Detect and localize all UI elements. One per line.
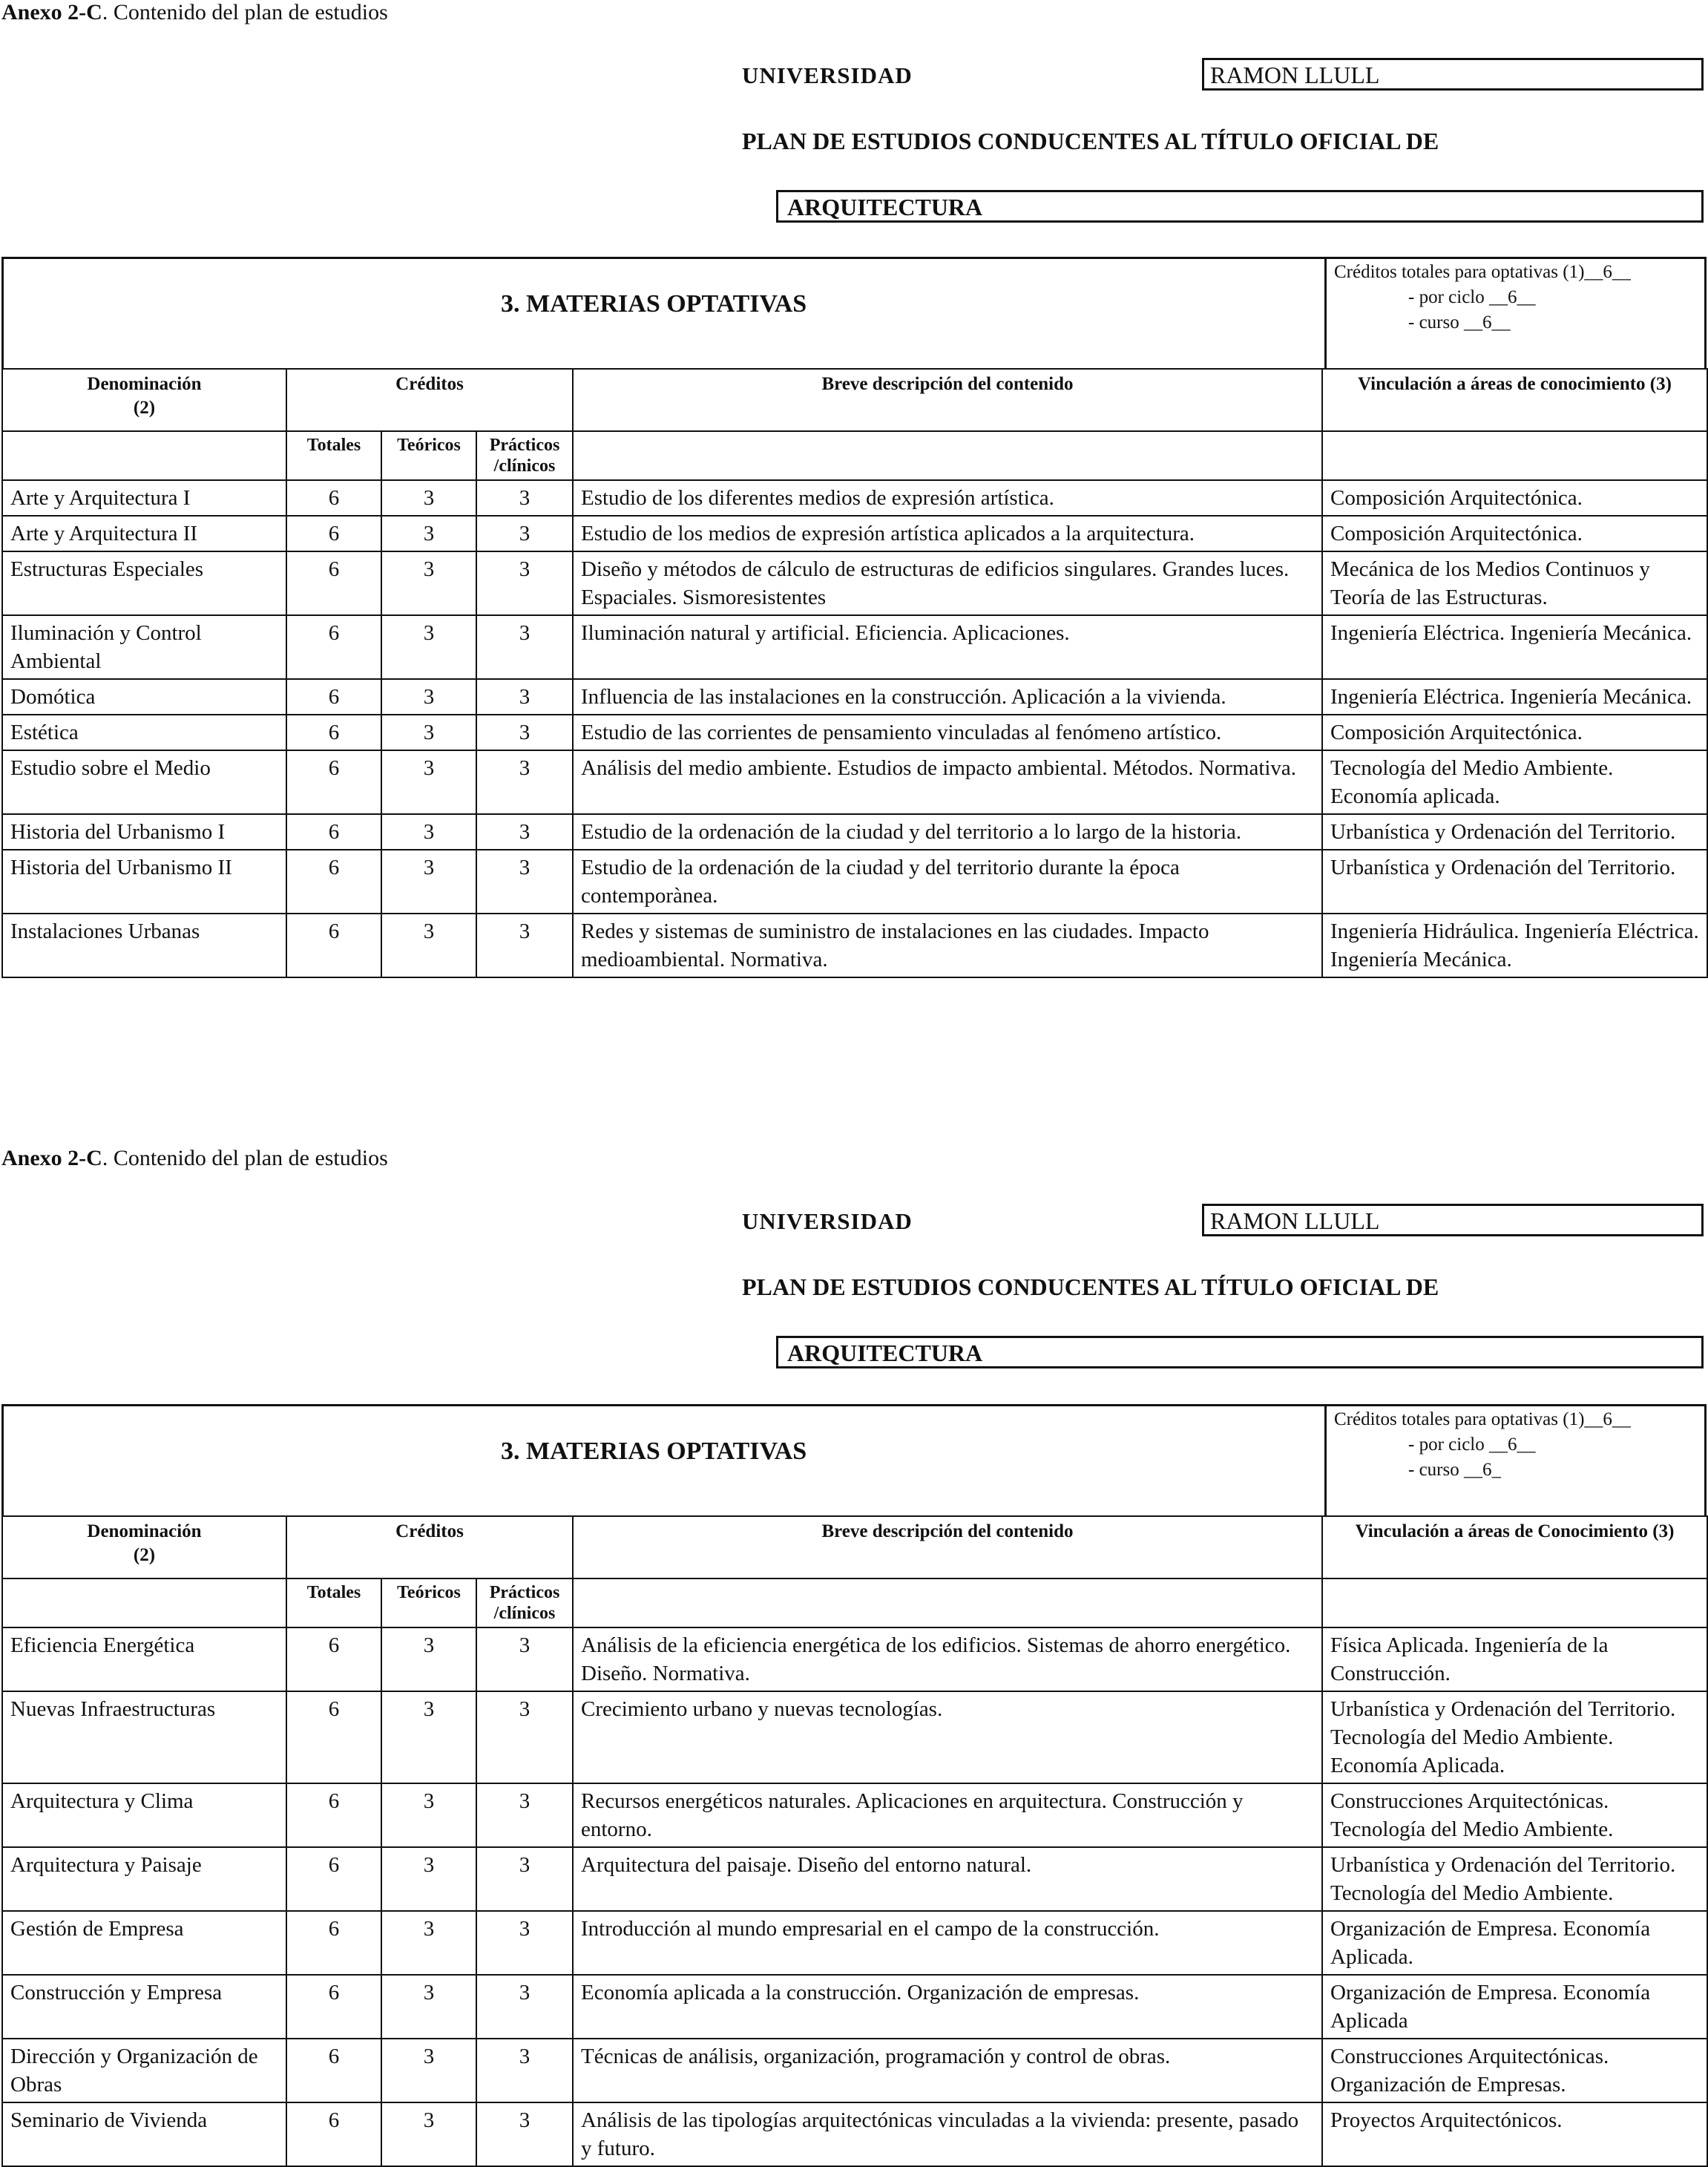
credits-total-cell: 6 <box>286 1847 381 1911</box>
table-row <box>2 850 1707 914</box>
table-row <box>2 1691 1707 1783</box>
credits-theory-cell: 3 <box>381 715 476 750</box>
subject-name-cell: Seminario de Vivienda <box>2 2102 286 2166</box>
subject-name-cell: Arte y Arquitectura I <box>2 480 286 516</box>
knowledge-area-cell: Urbanística y Ordenación del Territorio. <box>1322 850 1707 914</box>
credits-practice-cell: 3 <box>476 1691 573 1783</box>
credits-per-cycle: - por ciclo __6__ <box>1408 287 1536 307</box>
credits-theory-cell: 3 <box>381 1975 476 2039</box>
credits-theory-cell: 3 <box>381 551 476 615</box>
credits-practice-cell: 3 <box>476 1911 573 1975</box>
table-row <box>2 2039 1707 2102</box>
knowledge-area-cell: Organización de Empresa. Economía Aplicada. <box>1322 1911 1707 1975</box>
credits-total-cell: 6 <box>286 2039 381 2102</box>
credits-practice-cell: 3 <box>476 615 573 679</box>
credits-practice-cell: 3 <box>476 480 573 516</box>
table-row <box>2 1783 1707 1847</box>
col-creditos: Créditos <box>286 369 573 431</box>
credits-practice-cell: 3 <box>476 516 573 551</box>
credits-theory-cell: 3 <box>381 516 476 551</box>
subject-name-cell: Eficiencia Energética <box>2 1627 286 1691</box>
credits-total-cell: 6 <box>286 715 381 750</box>
description-cell: Introducción al mundo empresarial en el campo de la construcción. <box>573 1911 1322 1975</box>
description-cell: Estudio de la ordenación de la ciudad y del territorio durante la época contemporànea. <box>573 850 1322 914</box>
credits-total-cell: 6 <box>286 2102 381 2166</box>
university-label: UNIVERSIDAD <box>742 1208 913 1234</box>
description-cell: Estudio de la ordenación de la ciudad y del territorio a lo largo de la historia. <box>573 814 1322 850</box>
annex-label: Anexo 2-C <box>1 1146 102 1170</box>
col-blank <box>573 431 1322 480</box>
description-cell: Diseño y métodos de cálculo de estructuras de edificios singulares. Grandes luces. Espaciales. Sismoresistentes <box>573 551 1322 615</box>
table-body-2 <box>2 1627 1707 2166</box>
table-row <box>2 715 1707 750</box>
table-row <box>2 2102 1707 2166</box>
credits-total-cell: 6 <box>286 1691 381 1783</box>
table-row <box>2 750 1707 814</box>
knowledge-area-cell: Construcciones Arquitectónicas. Tecnología del Medio Ambiente. <box>1322 1783 1707 1847</box>
knowledge-area-cell: Física Aplicada. Ingeniería de la Construcción. <box>1322 1627 1707 1691</box>
col-denominacion: Denominación (2) <box>2 369 286 431</box>
col-vinculacion: Vinculación a áreas de conocimiento (3) <box>1322 369 1707 431</box>
subject-name-cell: Nuevas Infraestructuras <box>2 1691 286 1783</box>
university-label: UNIVERSIDAD <box>742 62 913 88</box>
credits-theory-cell: 3 <box>381 2039 476 2102</box>
credits-total: Créditos totales para optativas (1)__6__ <box>1334 1409 1631 1429</box>
credits-theory-cell: 3 <box>381 1911 476 1975</box>
credits-summary <box>1324 257 1708 368</box>
col-practicos: Prácticos /clínicos <box>476 1578 573 1627</box>
credits-theory-cell: 3 <box>381 480 476 516</box>
description-cell: Influencia de las instalaciones en la construcción. Aplicación a la vivienda. <box>573 679 1322 715</box>
credits-practice-cell: 3 <box>476 750 573 814</box>
credits-total-cell: 6 <box>286 615 381 679</box>
credits-total-cell: 6 <box>286 914 381 977</box>
subject-name-cell: Gestión de Empresa <box>2 1911 286 1975</box>
plan-title: PLAN DE ESTUDIOS CONDUCENTES AL TÍTULO OFICIAL DE <box>742 1273 1439 1300</box>
optativas-table-block-1 <box>1 257 1707 978</box>
col-teoricos: Teóricos <box>381 1578 476 1627</box>
description-cell: Redes y sistemas de suministro de instalaciones en las ciudades. Impacto medioambiental. Normativa. <box>573 914 1322 977</box>
knowledge-area-cell: Composición Arquitectónica. <box>1322 480 1707 516</box>
annex-text: . Contenido del plan de estudios <box>102 1146 388 1170</box>
knowledge-area-cell: Ingeniería Eléctrica. Ingeniería Mecánica. <box>1322 615 1707 679</box>
subject-name-cell: Historia del Urbanismo II <box>2 850 286 914</box>
table-title-area <box>1 1404 1707 1515</box>
subject-name-cell: Domótica <box>2 679 286 715</box>
optativas-table <box>1 368 1708 978</box>
credits-per-cycle: - por ciclo __6__ <box>1408 1435 1536 1455</box>
credits-per-course: - curso __6__ <box>1408 312 1511 332</box>
credits-practice-cell: 3 <box>476 679 573 715</box>
optativas-table-block-2 <box>1 1404 1707 2167</box>
credits-theory-cell: 3 <box>381 1783 476 1847</box>
knowledge-area-cell: Ingeniería Eléctrica. Ingeniería Mecánica. <box>1322 679 1707 715</box>
credits-practice-cell: 3 <box>476 850 573 914</box>
credits-practice-cell: 3 <box>476 1847 573 1911</box>
credits-total-cell: 6 <box>286 1975 381 2039</box>
credits-theory-cell: 3 <box>381 750 476 814</box>
description-cell: Técnicas de análisis, organización, programación y control de obras. <box>573 2039 1322 2102</box>
col-denominacion: Denominación (2) <box>2 1516 286 1578</box>
annex-heading <box>1 1146 388 1171</box>
subject-name-cell: Historia del Urbanismo I <box>2 814 286 850</box>
description-cell: Análisis de las tipologías arquitectónicas vinculadas a la vivienda: presente, pasado y futuro. <box>573 2102 1322 2166</box>
knowledge-area-cell: Urbanística y Ordenación del Territorio. Tecnología del Medio Ambiente. <box>1322 1847 1707 1911</box>
credits-theory-cell: 3 <box>381 814 476 850</box>
subject-name-cell: Arte y Arquitectura II <box>2 516 286 551</box>
credits-total-cell: 6 <box>286 1783 381 1847</box>
credits-total-cell: 6 <box>286 1911 381 1975</box>
credits-practice-cell: 3 <box>476 1783 573 1847</box>
col-vinculacion: Vinculación a áreas de Conocimiento (3) <box>1322 1516 1707 1578</box>
table-row <box>2 679 1707 715</box>
credits-total: Créditos totales para optativas (1)__6__ <box>1334 262 1631 282</box>
table-row <box>2 1627 1707 1691</box>
credits-theory-cell: 3 <box>381 850 476 914</box>
col-practicos: Prácticos /clínicos <box>476 431 573 480</box>
section-title: 3. MATERIAS OPTATIVAS <box>501 1437 807 1465</box>
annex-label: Anexo 2-C <box>1 0 102 24</box>
university-name-box: RAMON LLULL <box>1202 1204 1704 1236</box>
description-cell: Estudio de los medios de expresión artística aplicados a la arquitectura. <box>573 516 1322 551</box>
credits-summary <box>1324 1404 1708 1515</box>
annex-heading <box>1 0 388 25</box>
credits-practice-cell: 3 <box>476 2102 573 2166</box>
description-cell: Análisis de la eficiencia energética de los edificios. Sistemas de ahorro energético. Diseño. Normativa. <box>573 1627 1322 1691</box>
description-cell: Economía aplicada a la construcción. Organización de empresas. <box>573 1975 1322 2039</box>
subject-name-cell: Arquitectura y Paisaje <box>2 1847 286 1911</box>
col-descripcion: Breve descripción del contenido <box>573 369 1322 431</box>
knowledge-area-cell: Construcciones Arquitectónicas. Organización de Empresas. <box>1322 2039 1707 2102</box>
credits-total-cell: 6 <box>286 551 381 615</box>
credits-theory-cell: 3 <box>381 615 476 679</box>
knowledge-area-cell: Proyectos Arquitectónicos. <box>1322 2102 1707 2166</box>
credits-practice-cell: 3 <box>476 2039 573 2102</box>
table-row <box>2 480 1707 516</box>
description-cell: Recursos energéticos naturales. Aplicaciones en arquitectura. Construcción y entorno. <box>573 1783 1322 1847</box>
credits-total-cell: 6 <box>286 480 381 516</box>
knowledge-area-cell: Organización de Empresa. Economía Aplicada <box>1322 1975 1707 2039</box>
table-row <box>2 615 1707 679</box>
credits-total-cell: 6 <box>286 750 381 814</box>
credits-practice-cell: 3 <box>476 715 573 750</box>
col-blank <box>1322 1578 1707 1627</box>
credits-theory-cell: 3 <box>381 2102 476 2166</box>
credits-practice-cell: 3 <box>476 814 573 850</box>
table-row <box>2 914 1707 977</box>
description-cell: Estudio de los diferentes medios de expresión artística. <box>573 480 1322 516</box>
description-cell: Estudio de las corrientes de pensamiento vinculadas al fenómeno artístico. <box>573 715 1322 750</box>
subject-name-cell: Estética <box>2 715 286 750</box>
col-blank <box>573 1578 1322 1627</box>
col-descripcion: Breve descripción del contenido <box>573 1516 1322 1578</box>
subject-name-cell: Instalaciones Urbanas <box>2 914 286 977</box>
col-blank <box>2 431 286 480</box>
subject-name-cell: Iluminación y Control Ambiental <box>2 615 286 679</box>
knowledge-area-cell: Composición Arquitectónica. <box>1322 516 1707 551</box>
optativas-table <box>1 1515 1708 2167</box>
section-title: 3. MATERIAS OPTATIVAS <box>501 290 807 318</box>
credits-total-cell: 6 <box>286 850 381 914</box>
table-body-1 <box>2 480 1707 977</box>
subject-name-cell: Arquitectura y Clima <box>2 1783 286 1847</box>
credits-practice-cell: 3 <box>476 914 573 977</box>
knowledge-area-cell: Urbanística y Ordenación del Territorio. <box>1322 814 1707 850</box>
description-cell: Iluminación natural y artificial. Eficiencia. Aplicaciones. <box>573 615 1322 679</box>
credits-total-cell: 6 <box>286 516 381 551</box>
table-title-area <box>1 257 1707 368</box>
knowledge-area-cell: Composición Arquitectónica. <box>1322 715 1707 750</box>
col-blank <box>1322 431 1707 480</box>
credits-practice-cell: 3 <box>476 551 573 615</box>
subject-name-cell: Dirección y Organización de Obras <box>2 2039 286 2102</box>
credits-theory-cell: 3 <box>381 1691 476 1783</box>
description-cell: Crecimiento urbano y nuevas tecnologías. <box>573 1691 1322 1783</box>
col-teoricos: Teóricos <box>381 431 476 480</box>
plan-title: PLAN DE ESTUDIOS CONDUCENTES AL TÍTULO OFICIAL DE <box>742 128 1439 154</box>
knowledge-area-cell: Tecnología del Medio Ambiente. Economía aplicada. <box>1322 750 1707 814</box>
credits-total-cell: 6 <box>286 1627 381 1691</box>
description-cell: Análisis del medio ambiente. Estudios de impacto ambiental. Métodos. Normativa. <box>573 750 1322 814</box>
credits-total-cell: 6 <box>286 679 381 715</box>
credits-practice-cell: 3 <box>476 1627 573 1691</box>
degree-box: ARQUITECTURA <box>776 1336 1704 1368</box>
col-totales: Totales <box>286 431 381 480</box>
subject-name-cell: Estudio sobre el Medio <box>2 750 286 814</box>
table-row <box>2 1975 1707 2039</box>
col-totales: Totales <box>286 1578 381 1627</box>
col-blank <box>2 1578 286 1627</box>
degree-box: ARQUITECTURA <box>776 190 1704 223</box>
credits-theory-cell: 3 <box>381 914 476 977</box>
knowledge-area-cell: Urbanística y Ordenación del Territorio. Tecnología del Medio Ambiente. Economía Aplicada. <box>1322 1691 1707 1783</box>
table-row <box>2 1847 1707 1911</box>
credits-theory-cell: 3 <box>381 1627 476 1691</box>
subject-name-cell: Construcción y Empresa <box>2 1975 286 2039</box>
col-creditos: Créditos <box>286 1516 573 1578</box>
credits-theory-cell: 3 <box>381 679 476 715</box>
table-row <box>2 1911 1707 1975</box>
description-cell: Arquitectura del paisaje. Diseño del entorno natural. <box>573 1847 1322 1911</box>
credits-practice-cell: 3 <box>476 1975 573 2039</box>
annex-text: . Contenido del plan de estudios <box>102 0 388 24</box>
table-row <box>2 814 1707 850</box>
knowledge-area-cell: Mecánica de los Medios Continuos y Teoría de las Estructuras. <box>1322 551 1707 615</box>
subject-name-cell: Estructuras Especiales <box>2 551 286 615</box>
credits-theory-cell: 3 <box>381 1847 476 1911</box>
table-row <box>2 551 1707 615</box>
knowledge-area-cell: Ingeniería Hidráulica. Ingeniería Eléctrica. Ingeniería Mecánica. <box>1322 914 1707 977</box>
table-row <box>2 516 1707 551</box>
credits-total-cell: 6 <box>286 814 381 850</box>
university-name-box: RAMON LLULL <box>1202 58 1704 91</box>
credits-per-course: - curso __6_ <box>1408 1460 1501 1480</box>
